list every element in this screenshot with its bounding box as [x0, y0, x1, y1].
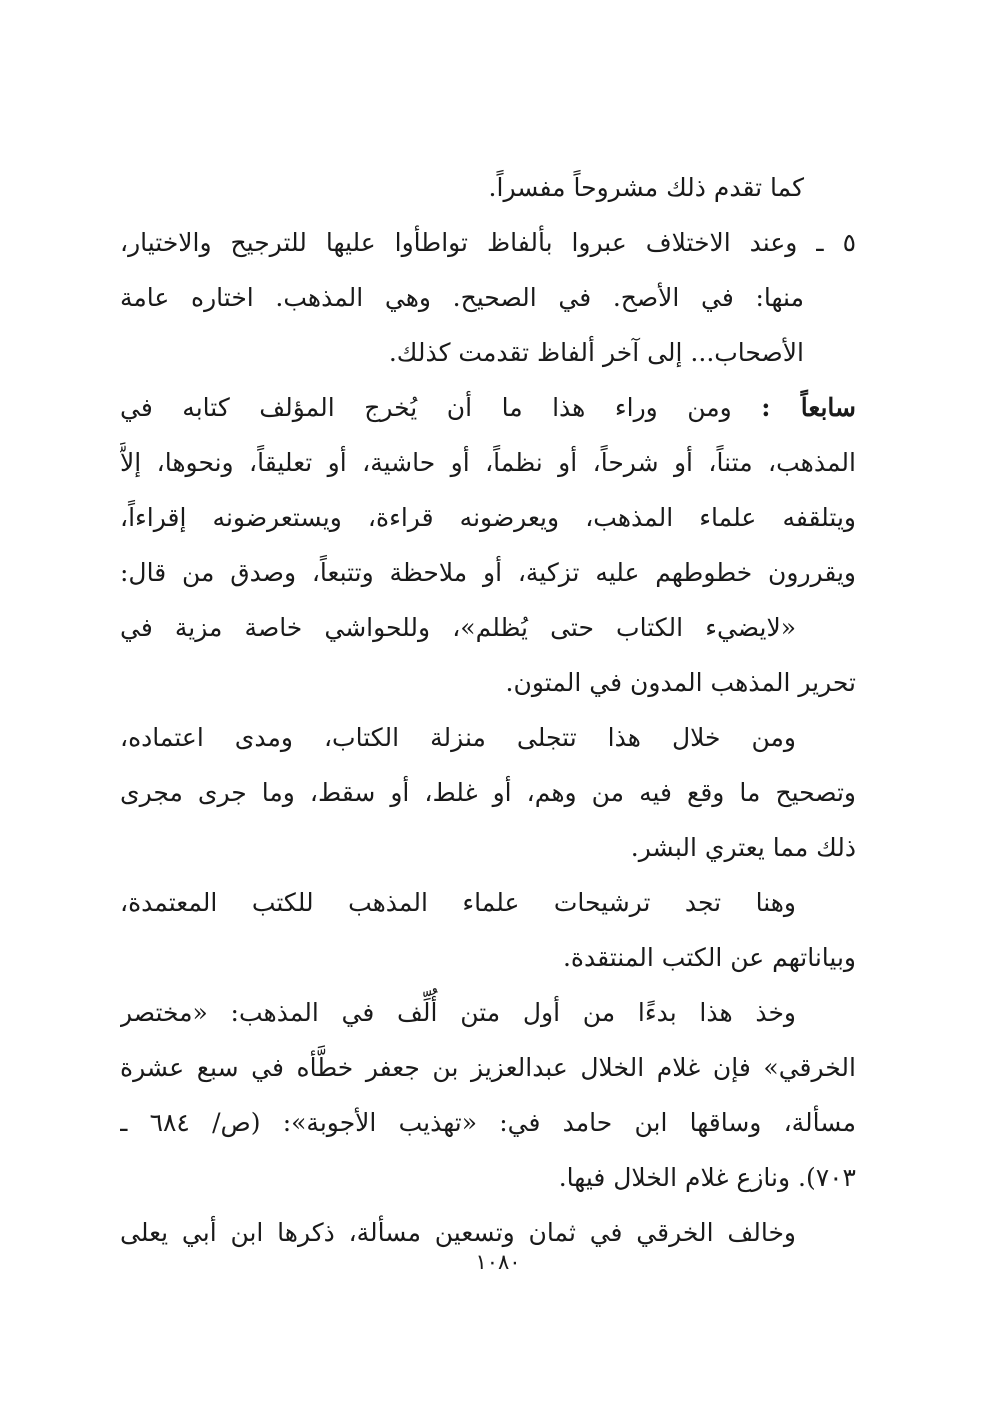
section-lead-word: سابعاً : [761, 393, 856, 422]
text-line: ويقررون خطوطهم عليه تزكية، أو ملاحظة وتتبعاً، وصدق من قال: [120, 558, 856, 587]
body-text [120, 160, 856, 1260]
text-line [120, 380, 856, 435]
text-line: ٥ ـ وعند الاختلاف عبروا بألفاظ تواطأوا عليها للترجيح والاختيار، [120, 228, 856, 257]
text-line: ٧٠٣). ونازع غلام الخلال فيها. [558, 1163, 856, 1192]
text-line: «لايضيء الكتاب حتى يُظلم»، وللحواشي خاصة مزية في [120, 613, 796, 642]
text-line: كما تقدم ذلك مشروحاً مفسراً. [488, 173, 804, 202]
text-line: تحرير المذهب المدون في المتون. [505, 668, 856, 697]
text-line: المذهب، متناً، أو شرحاً، أو نظماً، أو حاشية، أو تعليقاً، ونحوها، إلاَّ [120, 448, 856, 477]
text-line: ذلك مما يعتري البشر. [630, 833, 856, 862]
text-line: وتصحيح ما وقع فيه من وهم، أو غلط، أو سقط، وما جرى مجرى [120, 778, 856, 807]
text-line: وبياناتهم عن الكتب المنتقدة. [562, 943, 856, 972]
page-number: ١٠٨٠ [475, 1250, 521, 1274]
text-line: الخرقي» فإن غلام الخلال عبدالعزيز بن جعفر خطَّأه في سبع عشرة [120, 1053, 856, 1082]
text-line: ومن خلال هذا تتجلى منزلة الكتاب، ومدى اعتماده، [120, 723, 796, 752]
section-first-line: ومن وراء هذا ما أن يُخرج المؤلف كتابه في [120, 393, 732, 422]
text-line: وخالف الخرقي في ثمان وتسعين مسألة، ذكرها ابن أبي يعلى [120, 1218, 796, 1247]
text-line: ويتلقفه علماء المذهب، ويعرضونه قراءة، ويستعرضونه إقراءاً، [120, 503, 856, 532]
text-line: مسألة، وساقها ابن حامد في: «تهذيب الأجوبة»: (ص/ ٦٨٤ ـ [120, 1108, 856, 1137]
text-line: وخذ هذا بدءًا من أول متن أُلِّف في المذهب: «مختصر [120, 998, 796, 1027]
text-line: الأصحاب... إلى آخر ألفاظ تقدمت كذلك. [388, 338, 804, 367]
text-line: منها: في الأصح. في الصحيح. وهي المذهب. اختاره عامة [120, 283, 804, 312]
text-line: وهنا تجد ترشيحات علماء المذهب للكتب المعتمدة، [120, 888, 796, 917]
